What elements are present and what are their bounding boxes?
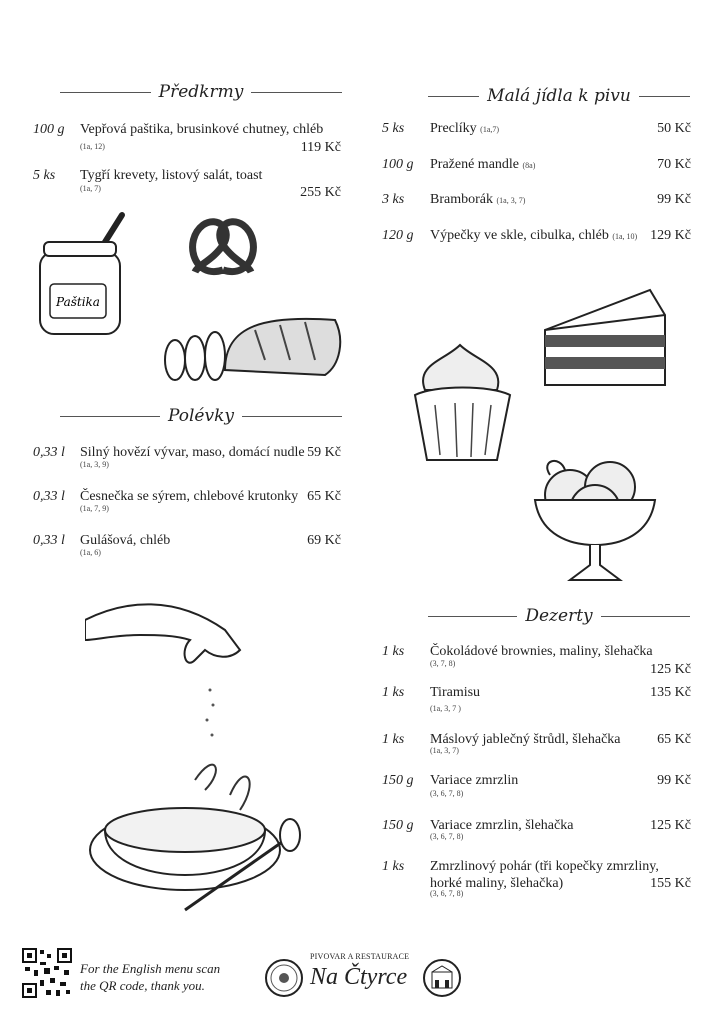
item-name-wrap: [80, 167, 262, 184]
item-name-wrap: [80, 444, 305, 461]
pretzel-illustration: [183, 210, 263, 285]
item-allergens: (1a, 3, 7 ): [430, 704, 461, 713]
item-name-wrap: [430, 191, 525, 209]
item-price: 125 Kč: [650, 818, 691, 833]
section-heading-polevky: [60, 406, 342, 426]
item-allergens: (1a,7): [480, 125, 500, 134]
restaurant-logo: [262, 950, 462, 1000]
item-quantity: 1 ks: [382, 732, 405, 747]
item-name: Bramborák: [430, 192, 493, 207]
item-allergens: (1a, 12): [80, 142, 105, 151]
item-quantity: 100 g: [382, 157, 414, 172]
item-price: 50 Kč: [657, 121, 691, 136]
item-allergens: (1a, 3, 7): [430, 746, 459, 755]
item-price: 255 Kč: [300, 185, 341, 200]
item-name-wrap: [430, 684, 480, 701]
item-price: 135 Kč: [650, 685, 691, 700]
item-name: Pražené mandle: [430, 157, 520, 172]
divider: [60, 92, 151, 93]
logo-building-seal-icon: [422, 958, 462, 998]
item-name-wrap: [80, 488, 298, 505]
section-heading-dezerty: [428, 606, 690, 626]
divider: [251, 92, 342, 93]
cupcake-illustration: [405, 335, 520, 470]
item-name-line2: horké maliny, šlehačka): [430, 876, 564, 891]
item-price: 155 Kč: [650, 876, 691, 891]
item-price: 119 Kč: [300, 140, 341, 155]
item-quantity: 1 ks: [382, 644, 405, 659]
item-quantity: 150 g: [382, 773, 414, 788]
jar-label: Paštika: [56, 295, 100, 309]
ice-cream-cup-illustration: [520, 445, 670, 590]
item-quantity: 0,33 l: [33, 489, 65, 504]
item-name: Gulášová, chléb: [80, 533, 171, 548]
item-allergens: (3, 6, 7, 8): [430, 789, 464, 798]
item-allergens: (1a, 7): [80, 184, 101, 193]
item-name: Česnečka se sýrem, chlebové krutonky: [80, 489, 299, 504]
section-heading-predkrmy: [60, 82, 342, 102]
section-title: Dezerty: [525, 606, 593, 626]
divider: [601, 616, 690, 617]
item-quantity: 0,33 l: [33, 533, 65, 548]
item-quantity: 3 ks: [382, 192, 405, 207]
item-quantity: 5 ks: [382, 121, 405, 136]
item-name: Máslový jablečný štrůdl, šlehačka: [430, 732, 621, 747]
bread-illustration: [155, 310, 345, 385]
soup-bowl-illustration: [85, 580, 315, 935]
english-note-line1: For the English menu scan: [80, 961, 221, 976]
section-title: Polévky: [168, 406, 234, 426]
qr-code[interactable]: [22, 948, 72, 998]
divider: [428, 616, 517, 617]
item-allergens: (3, 7, 8): [430, 659, 456, 668]
pastika-jar-illustration: [30, 210, 135, 340]
item-name: Výpečky ve skle, cibulka, chléb: [430, 228, 609, 243]
item-allergens: (1a, 3, 7): [496, 196, 526, 205]
item-name: Tiramisu: [430, 685, 481, 700]
item-price: 59 Kč: [307, 445, 341, 460]
item-name-wrap: [430, 156, 535, 174]
item-quantity: 1 ks: [382, 859, 405, 874]
divider: [428, 96, 479, 97]
item-name: Preclíky: [430, 121, 477, 136]
item-price: 99 Kč: [657, 192, 691, 207]
section-title: Malá jídla k pivu: [487, 86, 631, 106]
english-menu-note: [80, 960, 220, 994]
item-name-wrap: [430, 227, 637, 245]
item-price: 99 Kč: [657, 773, 691, 788]
item-allergens: (1a, 10): [612, 232, 638, 241]
item-allergens: (1a, 3, 9): [80, 460, 109, 469]
item-name-wrap: [430, 858, 659, 892]
item-price: 69 Kč: [307, 533, 341, 548]
item-quantity: 5 ks: [33, 168, 56, 183]
item-name-wrap: [80, 121, 323, 138]
item-name: Čokoládové brownies, maliny, šlehačka: [430, 644, 653, 659]
item-price: 65 Kč: [657, 732, 691, 747]
divider: [639, 96, 690, 97]
section-heading-mala-jidla: [428, 86, 690, 106]
item-name-wrap: [80, 532, 170, 549]
item-name: Tygří krevety, listový salát, toast: [80, 168, 263, 183]
item-name: Variace zmrzlin, šlehačka: [430, 818, 574, 833]
item-allergens: (1a, 7, 9): [80, 504, 109, 513]
logo-seal-left-icon: [264, 958, 304, 998]
item-price: 65 Kč: [307, 489, 341, 504]
logo-top-text: PIVOVAR A RESTAURACE: [310, 952, 410, 961]
item-quantity: 0,33 l: [33, 445, 65, 460]
item-price: 129 Kč: [650, 228, 691, 243]
item-allergens: (1a, 6): [80, 548, 101, 557]
item-quantity: 100 g: [33, 122, 65, 137]
item-name-wrap: [430, 120, 499, 138]
item-name: Silný hovězí vývar, maso, domácí nudle: [80, 445, 305, 460]
divider: [242, 416, 342, 417]
item-quantity: 120 g: [382, 228, 414, 243]
item-name-wrap: [430, 643, 653, 660]
item-price: 70 Kč: [657, 157, 691, 172]
item-allergens: (8a): [522, 161, 536, 170]
divider: [60, 416, 160, 417]
item-allergens: (3, 6, 7, 8): [430, 832, 464, 841]
item-allergens: (3, 6, 7, 8): [430, 889, 464, 898]
section-title: Předkrmy: [158, 82, 244, 102]
logo-name: Na Čtyrce: [310, 964, 408, 990]
english-note-line2: the QR code, thank you.: [80, 978, 205, 993]
cake-slice-illustration: [540, 285, 670, 395]
item-name-wrap: [430, 772, 518, 789]
item-quantity: 150 g: [382, 818, 414, 833]
item-name: Vepřová paštika, brusinkové chutney, chléb: [80, 122, 324, 137]
item-price: 125 Kč: [650, 662, 691, 677]
item-name: Zmrzlinový pohár (tři kopečky zmrzliny,: [430, 859, 659, 874]
item-name: Variace zmrzlin: [430, 773, 519, 788]
item-quantity: 1 ks: [382, 685, 405, 700]
